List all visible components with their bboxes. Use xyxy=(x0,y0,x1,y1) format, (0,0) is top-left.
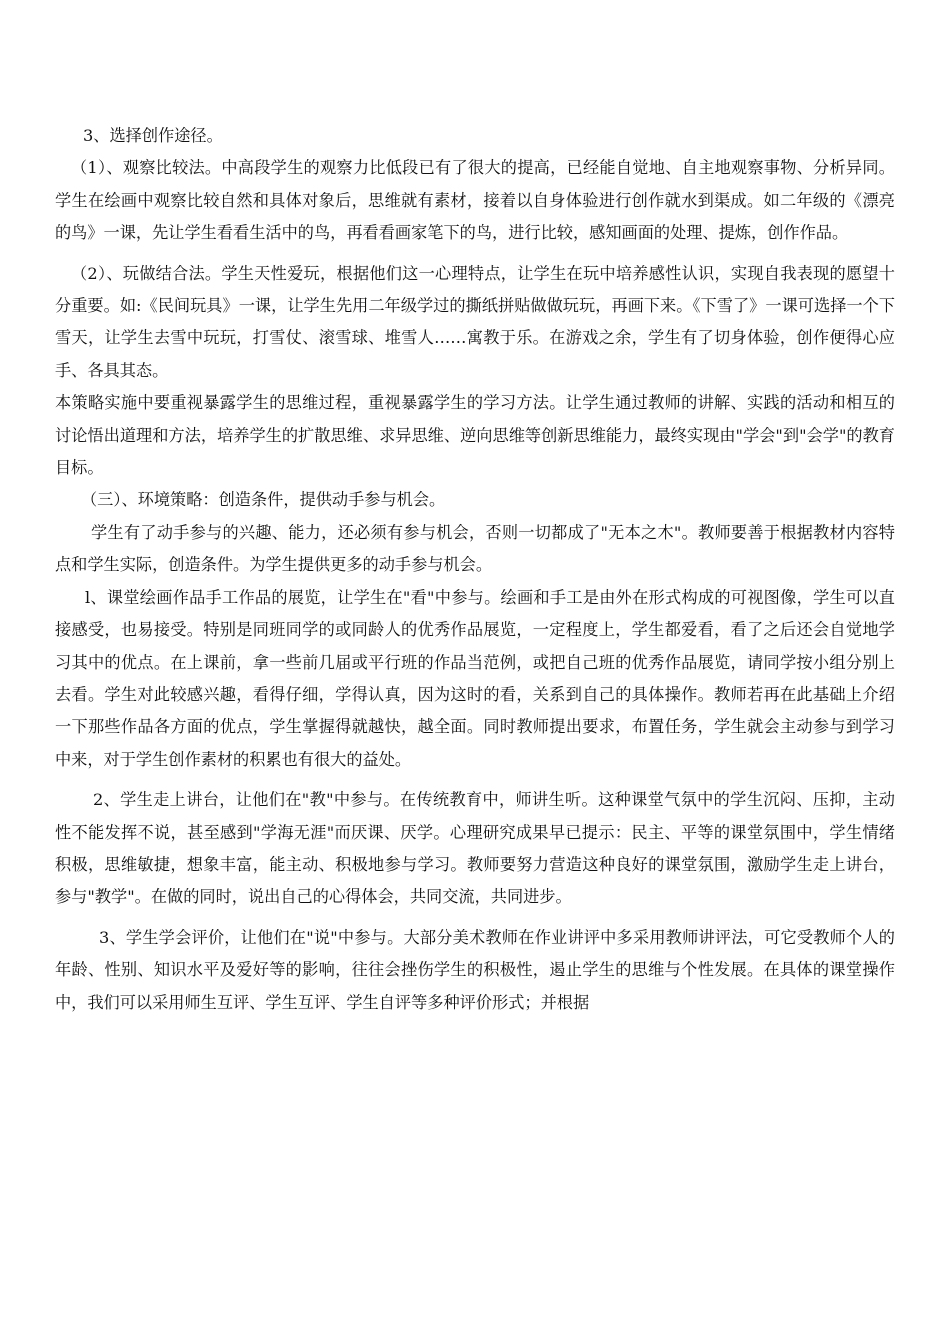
document-page xyxy=(55,120,895,1019)
section-heading-environment-strategy: （三）、环境策略：创造条件，提供动手参与机会。 xyxy=(81,490,446,510)
paragraph-participation-opportunity: 学生有了动手参与的兴趣、能力，还必须有参与机会，否则一切都成了"无本之木"。教师要善于根据教材内容特点和学生实际，创造条件。为学生提供更多的动手参与机会。 xyxy=(55,522,895,575)
paragraph-item-teaching: 2、学生走上讲台，让他们在"教"中参与。在传统教育中，师讲生听。这种课堂气氛中的学生沉闷、压抑，主动性不能发挥不说，甚至感到"学海无涯"而厌课、厌学。心理研究成果早已提示：民主、平等的课堂氛围中，学生情绪积极，思维敏捷，想象丰富，能主动、积极地参与学习。教师要努力营造这种良好的课堂氛围，激励学生走上讲台，参与"教学"。在做的同时，说出自己的心得体会，共同交流，共同进步。 xyxy=(55,790,895,907)
paragraph-observation-comparison: （1）、观察比较法。中高段学生的观察力比低段已有了很大的提高，已经能自觉地、自主地观察事物、分析异同。学生在绘画中观察比较自然和具体对象后，思维就有素材，接着以自身体验进行创作就水到渠成。如二年级的《漂亮的鸟》一课，先让学生看看生活中的鸟，再看看画家笔下的鸟，进行比较，感知画面的处理、提炼，创作作品。 xyxy=(55,158,895,243)
paragraph-strategy-summary: 本策略实施中要重视暴露学生的思维过程，重视暴露学生的学习方法。让学生通过教师的讲解、实践的活动和相互的讨论悟出道理和方法，培养学生的扩散思维、求异思维、逆向思维等创新思维能力，最终实现由"学会"到"会学"的教育目标。 xyxy=(55,393,895,478)
paragraph-item-evaluation: 3、学生学会评价，让他们在"说"中参与。大部分美术教师在作业讲评中多采用教师讲评法，可它受教师个人的年龄、性别、知识水平及爱好等的影响，往往会挫伤学生的积极性，遏止学生的思维与个性发展。在具体的课堂操作中，我们可以采用师生互评、学生互评、学生自评等多种评价形式；并根据 xyxy=(55,927,895,1012)
section-heading-creation-approach: 3、选择创作途径。 xyxy=(83,126,223,145)
paragraph-item-exhibition: l、课堂绘画作品手工作品的展览，让学生在"看"中参与。绘画和手工是由外在形式构成的可视图像，学生可以直接感受，也易接受。特别是同班同学的或同龄人的优秀作品展览，一定程度上，学生都爱看，看了之后还会自觉地学习其中的优点。在上课前，拿一些前几届或平行班的作品当范例，或把自己班的优秀作品展览，请同学按小组分别上去看。学生对此较感兴趣，看得仔细，学得认真，因为这时的看，关系到自己的具体操作。教师若再在此基础上介绍一下那些作品各方面的优点，学生掌握得就越快，越全面。同时教师提出要求，布置任务，学生就会主动参与到学习中来，对于学生创作素材的积累也有很大的益处。 xyxy=(55,587,895,769)
paragraph-play-and-make: （2）、玩做结合法。学生天性爱玩，根据他们这一心理特点，让学生在玩中培养感性认识，实现自我表现的愿望十分重要。如:《民间玩具》一课，让学生先用二年级学过的撕纸拼贴做做玩玩，再画下来。《下雪了》一课可选择一个下雪天，让学生去雪中玩玩，打雪仗、滚雪球、堆雪人……寓教于乐。在游戏之余，学生有了切身体验，创作便得心应手、各具其态。 xyxy=(55,263,895,380)
